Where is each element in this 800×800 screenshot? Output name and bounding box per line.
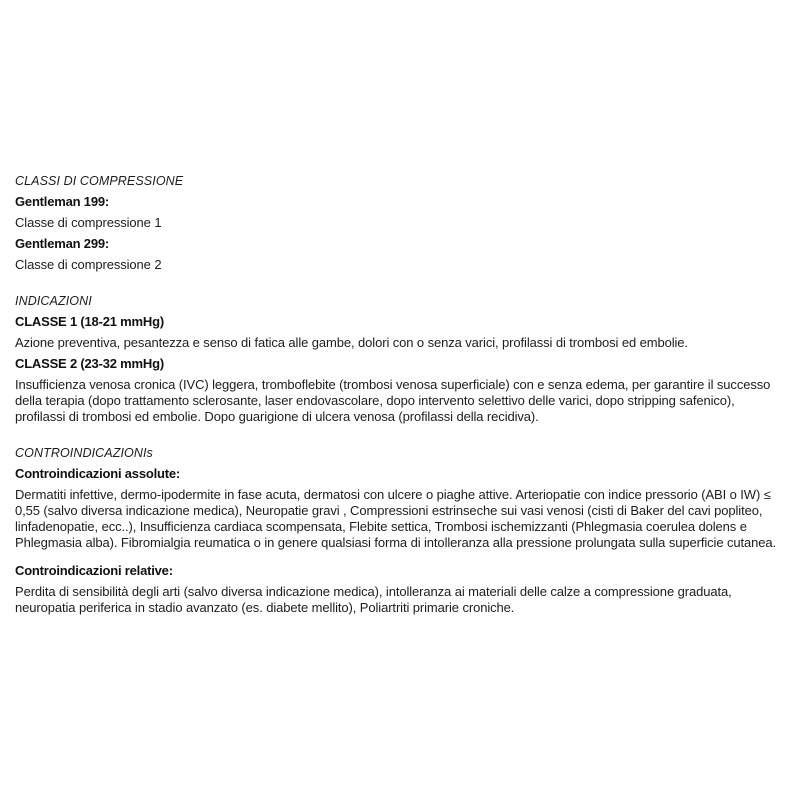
classe-1-description: Azione preventiva, pesantezza e senso di fatica alle gambe, dolori con o senza varici, profilassi di trombosi ed embolie. (15, 335, 688, 350)
controindicazioni-relative-heading: Controindicazioni relative: (15, 563, 173, 578)
controindicazioni-relative-description: Perdita di sensibilità degli arti (salvo diversa indicazione medica), intolleranza ai materiali delle calze a compressione graduata, neuropatia periferica in stadio avanzato (es. diabete mellito), Poliartriti primarie croniche. (15, 584, 732, 615)
product-name-gentleman-299: Gentleman 299: (15, 236, 110, 251)
product-name-gentleman-199: Gentleman 199: (15, 194, 110, 209)
section-heading-indicazioni: INDICAZIONI (15, 294, 92, 308)
section-heading-classi-di-compressione: CLASSI DI COMPRESSIONE (15, 174, 184, 188)
controindicazioni-assolute-heading: Controindicazioni assolute: (15, 466, 181, 481)
section-classi-di-compressione (15, 173, 788, 273)
section-heading-controindicazioni: CONTROINDICAZIONIs (15, 446, 153, 460)
section-indicazioni (15, 293, 788, 425)
classe-2-description: Insufficienza venosa cronica (IVC) leggera, tromboflebite (trombosi venosa superficiale) con e senza edema, per garantire il successo della terapia (dopo trattamento sclerosante, laser endovascolare, dopo intervento selettivo delle varici, dopo stripping safenico), profilassi di trombosi ed embolie. Dopo guarigione di ulcera venosa (profilassi della recidiva). (15, 377, 771, 424)
classe-1-heading: CLASSE 1 (18-21 mmHg) (15, 314, 164, 329)
compression-class-2-label: Classe di compressione 2 (15, 257, 162, 272)
classe-2-heading: CLASSE 2 (23-32 mmHg) (15, 356, 164, 371)
section-controindicazioni (15, 445, 788, 616)
controindicazioni-assolute-description: Dermatiti infettive, dermo-ipodermite in fase acuta, dermatosi con ulcere o piaghe attive. Arteriopatie con indice pressorio (ABI o IW) ≤ 0,55 (salvo diversa indicazione medica), Neuropatie gravi , Compressioni estrinseche sui vasi venosi (cisti di Baker del cavi popliteo, linfadenopatie, ecc..), Insufficienza cardiaca scompensata, Flebite settica, Trombosi ischemizzanti (Phlegmasia coerulea dolens e Phlegmasia alba). Fibromialgia reumatica o in genere qualsiasi forma di intolleranza alla pressione prolungata sulla superficie cutanea. (15, 487, 777, 550)
compression-class-1-label: Classe di compressione 1 (15, 215, 162, 230)
